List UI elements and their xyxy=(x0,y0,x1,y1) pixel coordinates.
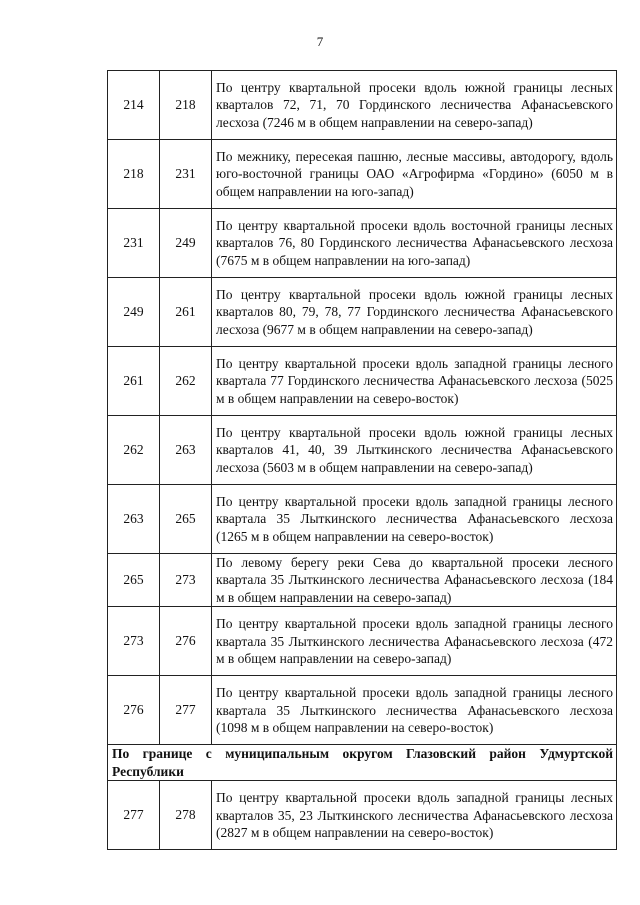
segment-description: По центру квартальной просеки вдоль западной границы лесного квартала 77 Гординского лесничества Афанасьевского лесхоза (5025 м в общем направлении на северо-восток) xyxy=(212,347,617,416)
table-row xyxy=(108,140,617,209)
point-from: 261 xyxy=(108,347,160,416)
table-row xyxy=(108,209,617,278)
point-from: 276 xyxy=(108,676,160,745)
point-to: 265 xyxy=(160,485,212,554)
page-number: 7 xyxy=(316,34,324,49)
segment-description: По межнику, пересекая пашню, лесные массивы, автодорогу, вдоль юго-восточной границы ОАО «Агрофирма «Гордино» (6050 м в общем направлении на юго-запад) xyxy=(212,140,617,209)
segment-description: По центру квартальной просеки вдоль южной границы лесных кварталов 72, 71, 70 Гординского лесничества Афанасьевского лесхоза (7246 м в общем направлении на северо-запад) xyxy=(212,71,617,140)
point-to: 218 xyxy=(160,71,212,140)
point-from: 277 xyxy=(108,781,160,850)
segment-description: По центру квартальной просеки вдоль южной границы лесных кварталов 80, 79, 78, 77 Гординского лесничества Афанасьевского лесхоза (9677 м в общем направлении на северо-запад) xyxy=(212,278,617,347)
table-row xyxy=(108,485,617,554)
segment-description: По центру квартальной просеки вдоль западной границы лесного квартала 35 Лыткинского лесничества Афанасьевского лесхоза (472 м в общем направлении на северо-запад) xyxy=(212,607,617,676)
point-from: 263 xyxy=(108,485,160,554)
point-from: 218 xyxy=(108,140,160,209)
segment-description: По центру квартальной просеки вдоль западной границы лесного квартала 35 Лыткинского лесничества Афанасьевского лесхоза (1265 м в общем направлении на северо-восток) xyxy=(212,485,617,554)
point-to: 249 xyxy=(160,209,212,278)
point-to: 273 xyxy=(160,554,212,607)
segment-description: По центру квартальной просеки вдоль южной границы лесных кварталов 41, 40, 39 Лыткинского лесничества Афанасьевского лесхоза (5603 м в общем направлении на северо-запад) xyxy=(212,416,617,485)
table-row xyxy=(108,607,617,676)
segment-description: По центру квартальной просеки вдоль западной границы лесного квартала 35 Лыткинского лесничества Афанасьевского лесхоза (1098 м в общем направлении на северо-восток) xyxy=(212,676,617,745)
table-row xyxy=(108,416,617,485)
segment-description: По центру квартальной просеки вдоль западной границы лесных кварталов 35, 23 Лыткинского лесничества Афанасьевского лесхоза (2827 м в общем направлении на северо-восток) xyxy=(212,781,617,850)
point-from: 265 xyxy=(108,554,160,607)
point-to: 278 xyxy=(160,781,212,850)
point-from: 262 xyxy=(108,416,160,485)
point-from: 214 xyxy=(108,71,160,140)
segment-description: По левому берегу реки Сева до квартальной просеки лесного квартала 35 Лыткинского лесничества Афанасьевского лесхоза (184 м в общем направлении на северо-запад) xyxy=(212,554,617,607)
section-heading-row xyxy=(108,745,617,781)
point-to: 276 xyxy=(160,607,212,676)
table-row xyxy=(108,676,617,745)
point-from: 273 xyxy=(108,607,160,676)
section-heading: По границе с муниципальным округом Глазовский район Удмуртской Республики xyxy=(108,745,617,781)
point-from: 249 xyxy=(108,278,160,347)
segment-description: По центру квартальной просеки вдоль восточной границы лесных кварталов 76, 80 Гординского лесничества Афанасьевского лесхоза (7675 м в общем направлении на юго-запад) xyxy=(212,209,617,278)
point-to: 277 xyxy=(160,676,212,745)
point-to: 262 xyxy=(160,347,212,416)
point-to: 261 xyxy=(160,278,212,347)
table-row xyxy=(108,554,617,607)
point-to: 231 xyxy=(160,140,212,209)
table-row xyxy=(108,71,617,140)
table-row xyxy=(108,347,617,416)
point-to: 263 xyxy=(160,416,212,485)
table-row xyxy=(108,781,617,850)
boundary-table xyxy=(107,70,617,850)
point-from: 231 xyxy=(108,209,160,278)
table-row xyxy=(108,278,617,347)
